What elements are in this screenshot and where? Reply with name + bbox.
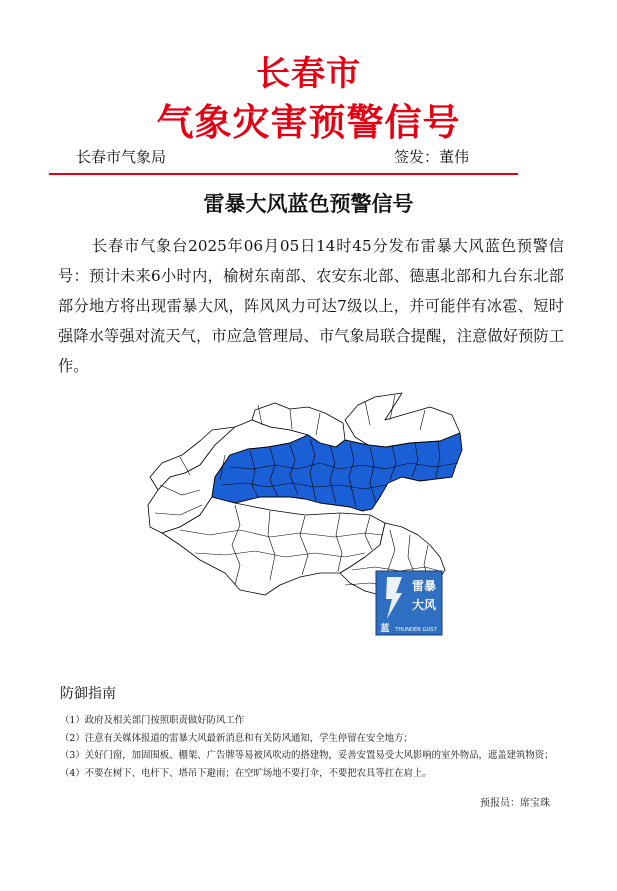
icon-text-line2: 大风 (411, 598, 437, 612)
title-city: 长春市 (256, 54, 361, 94)
guide-item: （4）不要在树下、电杆下、塔吊下避雨；在空旷场地不要打伞，不要把农具等扛在肩上。 (60, 767, 432, 779)
title-document-type: 气象灾害预警信号 (156, 101, 461, 144)
forecaster-label: 预报员：席宝珠 (480, 798, 550, 809)
warning-body-text: 长春市气象台2025年06月05日14时45分发布雷暴大风蓝色预警信号：预计未来6小时内，榆树东南部、农安东北部、德惠北部和九台东北部部分地方将出现雷暴大风，阵风风力可达7级以上，并可能伴有冰雹、短时强降水等强对流天气，市应急管理局、市气象局联合提醒，注意做好预防工作。 (58, 237, 564, 375)
defense-guide-list (60, 712, 560, 782)
guide-item: （1）政府及相关部门按照职责做好防风工作 (60, 715, 245, 726)
signer-label: 签发：董伟 (394, 148, 470, 166)
icon-level-text: 蓝 (380, 624, 390, 634)
guide-item: （3）关好门窗，加固围板、棚架、广告牌等易被风吹动的搭建物，妥善安置易受大风影响的室外物品，遮盖建筑物资； (60, 750, 554, 761)
defense-guide-title: 防御指南 (60, 686, 116, 702)
header-divider (49, 173, 518, 175)
thunder-gust-icon (376, 571, 442, 635)
signal-title: 雷暴大风蓝色预警信号 (203, 192, 414, 216)
issuer-label: 长春市气象局 (76, 148, 167, 166)
map-region-north-white (345, 393, 460, 447)
icon-english-text: THUNDER GUST (395, 627, 437, 633)
icon-text-line1: 雷暴 (411, 579, 437, 593)
guide-item: （2）注意有关媒体报道的雷暴大风最新消息和有关防风通知，学生停留在安全地方； (60, 732, 413, 744)
warning-map (140, 385, 500, 660)
